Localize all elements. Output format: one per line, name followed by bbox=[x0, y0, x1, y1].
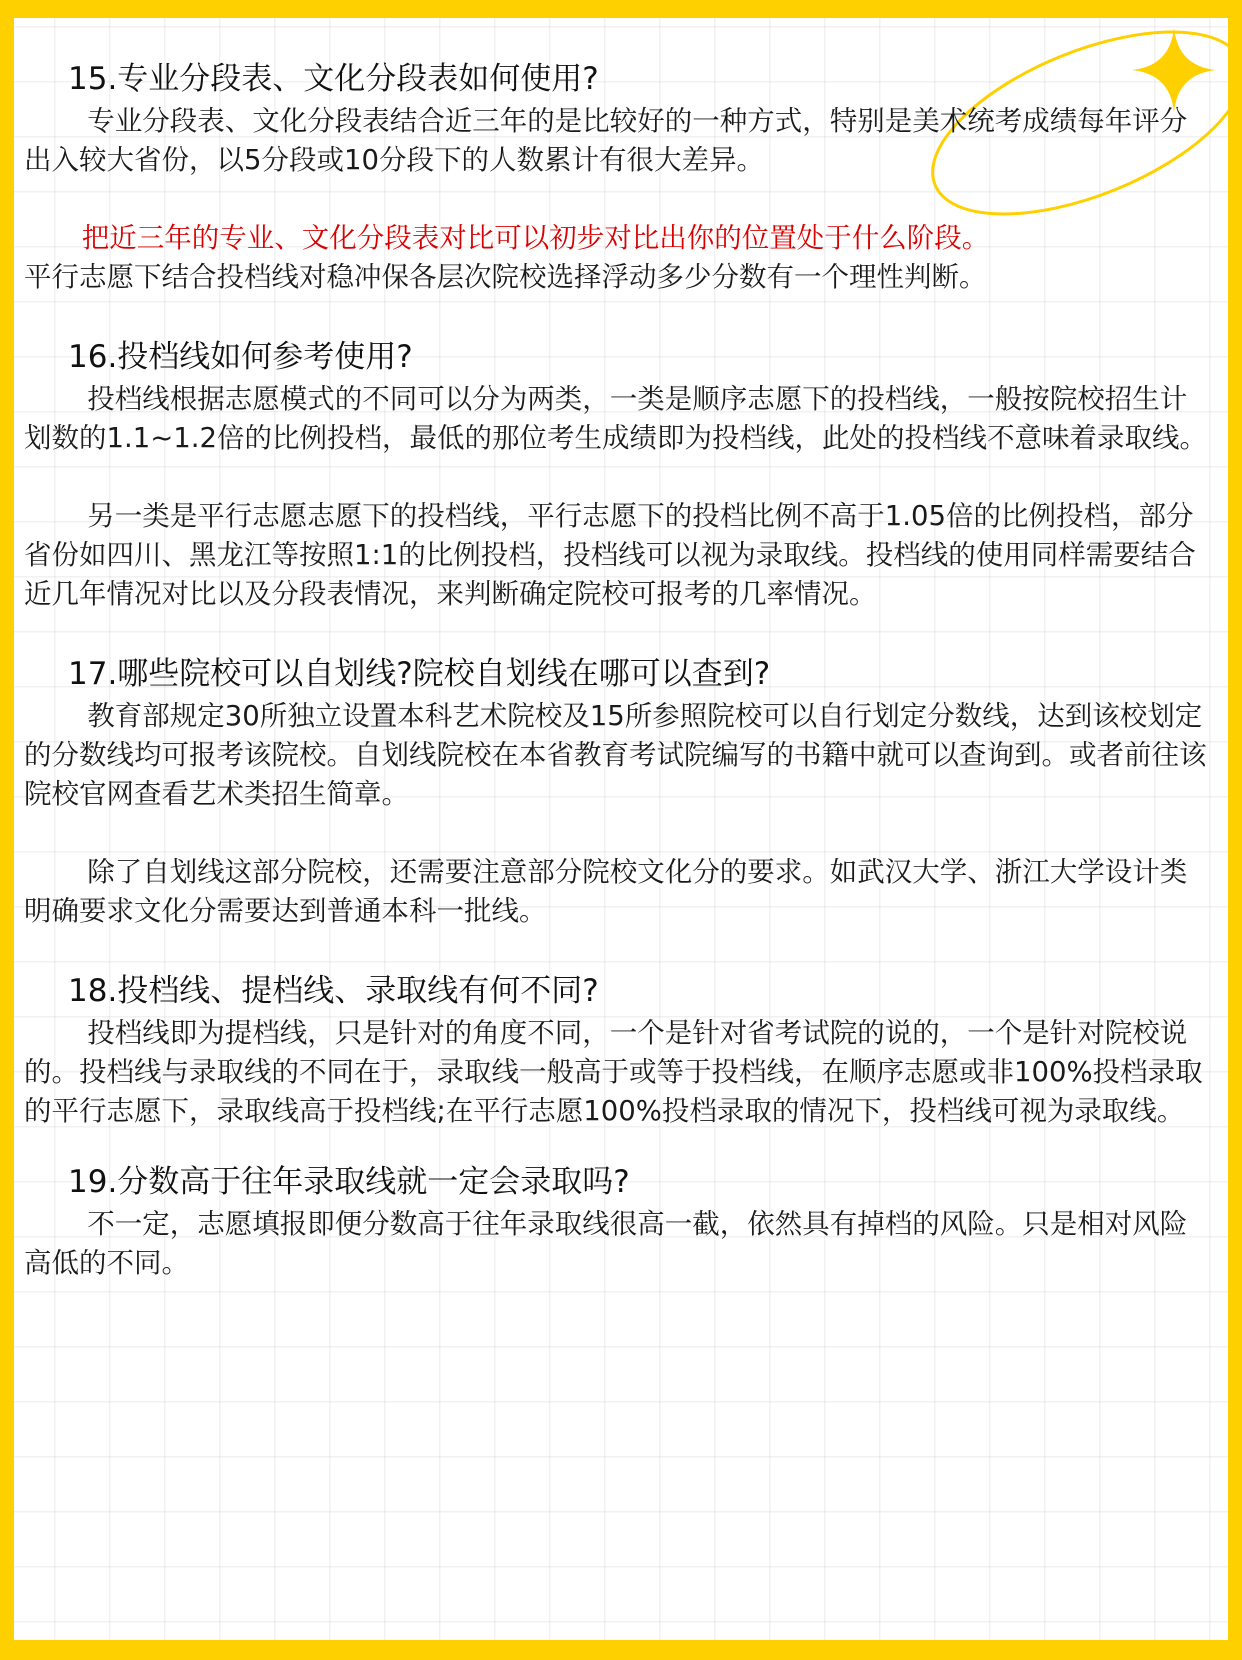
paragraph: 教育部规定30所独立设置本科艺术院校及15所参照院校可以自行划定分数线，达到该校划定的分数线均可报考该院校。自划线院校在本省教育考试院编写的书籍中就可以查询到。或者前往该院校官网查看艺术类招生简章。 bbox=[24, 700, 1207, 810]
section-15 bbox=[24, 58, 1214, 297]
paragraph: 投档线即为提档线，只是针对的角度不同，一个是针对省考试院的说的，一个是针对院校说的。投档线与录取线的不同在于，录取线一般高于或等于投档线，在顺序志愿或非100%投档录取的平行志愿下，录取线高于投档线;在平行志愿100%投档录取的情况下，投档线可视为录取线。 bbox=[24, 1017, 1203, 1127]
paragraph: 另一类是平行志愿志愿下的投档线，平行志愿下的投档比例不高于1.05倍的比例投档，部分省份如四川、黑龙江等按照1:1的比例投档，投档线可以视为录取线。投档线的使用同样需要结合近几年情况对比以及分段表情况，来判断确定院校可报考的几率情况。 bbox=[24, 500, 1196, 610]
content-card bbox=[14, 18, 1228, 1640]
section-19 bbox=[24, 1161, 1214, 1283]
paragraph: 投档线根据志愿模式的不同可以分为两类，一类是顺序志愿下的投档线，一般按院校招生计划数的1.1~1.2倍的比例投档，最低的那位考生成绩即为投档线，此处的投档线不意味着录取线。 bbox=[24, 383, 1208, 454]
highlight-paragraph: 把近三年的专业、文化分段表对比可以初步对比出你的位置处于什么阶段。 bbox=[81, 222, 990, 254]
section-18 bbox=[24, 970, 1214, 1131]
section-16 bbox=[24, 336, 1214, 614]
section-heading: 16.投档线如何参考使用? bbox=[68, 339, 413, 375]
paragraph: 平行志愿下结合投档线对稳冲保各层次院校选择浮动多少分数有一个理性判断。 bbox=[24, 261, 987, 293]
paragraph: 专业分段表、文化分段表结合近三年的是比较好的一种方式，特别是美术统考成绩每年评分出入较大省份，以5分段或10分段下的人数累计有很大差异。 bbox=[24, 105, 1188, 176]
paragraph: 除了自划线这部分院校，还需要注意部分院校文化分的要求。如武汉大学、浙江大学设计类明确要求文化分需要达到普通本科一批线。 bbox=[24, 856, 1188, 927]
section-heading: 15.专业分段表、文化分段表如何使用? bbox=[68, 61, 599, 97]
paragraph: 不一定，志愿填报即便分数高于往年录取线很高一截，依然具有掉档的风险。只是相对风险高低的不同。 bbox=[24, 1208, 1188, 1279]
section-heading: 17.哪些院校可以自划线?院校自划线在哪可以查到? bbox=[68, 656, 771, 692]
section-17 bbox=[24, 653, 1214, 931]
section-heading: 18.投档线、提档线、录取线有何不同? bbox=[68, 973, 599, 1009]
section-heading: 19.分数高于往年录取线就一定会录取吗? bbox=[68, 1164, 630, 1200]
article bbox=[24, 58, 1214, 1283]
